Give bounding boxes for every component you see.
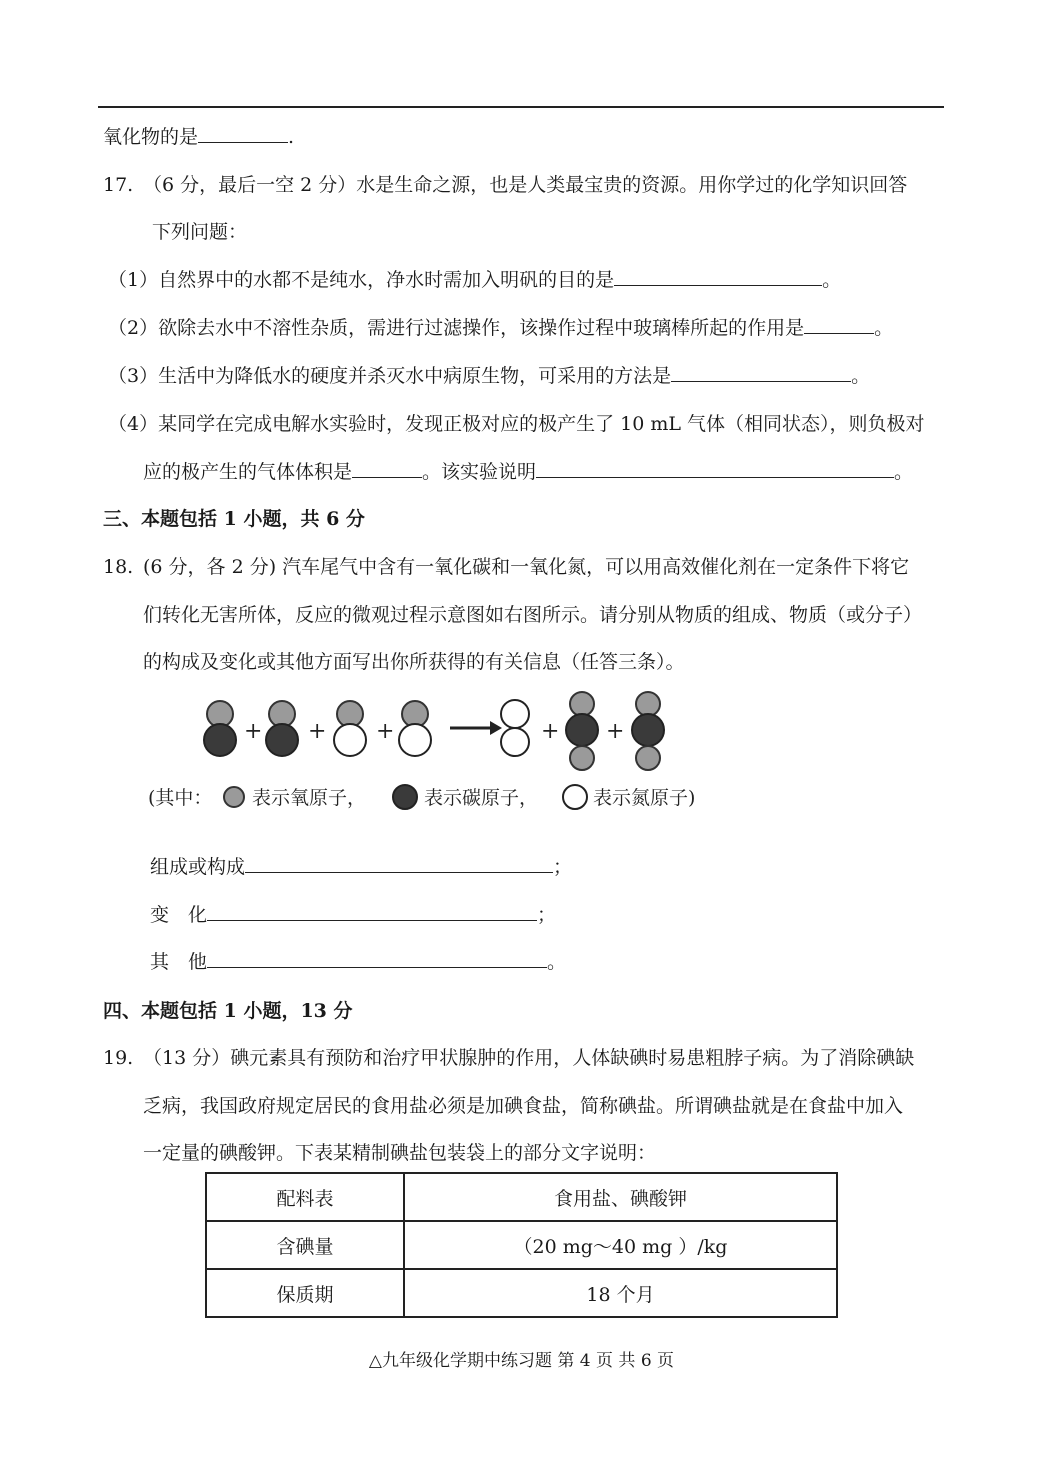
plus-sign: + [541, 719, 560, 744]
answer-line-change: 变 化 ； [150, 900, 556, 927]
answer-blank[interactable] [198, 122, 288, 143]
answer-blank[interactable] [352, 457, 422, 478]
no-molecule-icon [399, 701, 431, 756]
plus-sign: + [376, 719, 395, 744]
q17-part4-cont: 应的极产生的气体体积是 。该实验说明 。 [143, 457, 913, 484]
answer-blank[interactable] [245, 852, 553, 873]
table-cell-value: 食用盐、碘酸钾 [404, 1173, 837, 1221]
legend-carbon: 表示碳原子， [424, 787, 539, 809]
answer-line-other: 其 他 。 [150, 947, 566, 974]
table-cell-value: （20 mg～40 mg ）/kg [404, 1221, 837, 1269]
header-rule [98, 106, 944, 108]
co2-molecule-icon [566, 692, 598, 770]
q18-stem: 18. (6 分，各 2 分) 汽车尾气中含有一氧化碳和一氧化氮，可以用高效催化剂在一定条件下将它 [103, 556, 910, 578]
q19-stem-2: 乏病，我国政府规定居民的食用盐必须是加碘食盐，简称碘盐。所谓碘盐就是在食盐中加入 [143, 1095, 904, 1117]
co-molecule-icon [204, 701, 236, 756]
co-molecule-icon [266, 701, 298, 756]
q18-stem-2: 们转化无害所体，反应的微观过程示意图如右图所示。请分别从物质的组成、物质（或分子） [143, 604, 923, 626]
co2-molecule-icon [632, 692, 664, 770]
table-cell-label: 含碘量 [206, 1221, 404, 1269]
section-3-heading: 三、本题包括 1 小题，共 6 分 [103, 508, 365, 530]
answer-blank[interactable] [207, 900, 537, 921]
legend-oxygen: 表示氧原子， [252, 787, 367, 809]
reaction-diagram [140, 688, 740, 823]
iodized-salt-table [205, 1172, 838, 1318]
q17-part1: （1）自然界中的水都不是纯水，净水时需加入明矾的目的是 。 [108, 265, 841, 292]
no-molecule-icon [334, 701, 366, 756]
q19-stem: 19. （13 分）碘元素具有预防和治疗甲状腺肿的作用，人体缺碘时易患粗脖子病。为了消除碘缺 [103, 1047, 915, 1069]
answer-blank[interactable] [614, 265, 822, 286]
table-row [206, 1221, 837, 1269]
reaction-arrow-icon [450, 721, 502, 735]
table-cell-label: 保质期 [206, 1269, 404, 1317]
plus-sign: + [606, 719, 625, 744]
answer-line-composition: 组成或构成 ； [150, 852, 572, 879]
legend-nitrogen: 表示氮原子) [593, 787, 696, 809]
continued-line: 氧化物的是 . [103, 122, 294, 149]
q18-stem-3: 的构成及变化或其他方面写出你所获得的有关信息（任答三条）。 [143, 651, 685, 673]
page-footer: △九年级化学期中练习题 第 4 页 共 6 页 [368, 1351, 675, 1371]
answer-blank[interactable] [536, 457, 894, 478]
plus-sign: + [308, 719, 327, 744]
q17-part3: （3）生活中为降低水的硬度并杀灭水中病原生物，可采用的方法是 。 [108, 361, 870, 388]
table-cell-label: 配料表 [206, 1173, 404, 1221]
q17-stem-2: 下列问题： [152, 221, 248, 243]
oxygen-atom-icon [224, 787, 244, 807]
q17-part2: （2）欲除去水中不溶性杂质，需进行过滤操作，该操作过程中玻璃棒所起的作用是 。 [108, 313, 893, 340]
table-row [206, 1173, 837, 1221]
section-4-heading: 四、本题包括 1 小题，13 分 [103, 1000, 353, 1022]
q19-stem-3: 一定量的碘酸钾。下表某精制碘盐包装袋上的部分文字说明： [143, 1142, 657, 1164]
q17-stem: 17. （6 分，最后一空 2 分）水是生命之源，也是人类最宝贵的资源。用你学过的化学知识回答 [103, 174, 908, 196]
nitrogen-atom-icon [563, 785, 587, 809]
plus-sign: + [244, 719, 263, 744]
carbon-atom-icon [393, 785, 417, 809]
legend-prefix: (其中： [148, 787, 213, 809]
answer-blank[interactable] [804, 313, 874, 334]
answer-blank[interactable] [671, 361, 851, 382]
n2-molecule-icon [501, 700, 529, 756]
answer-blank[interactable] [207, 947, 547, 968]
table-cell-value: 18 个月 [404, 1269, 837, 1317]
q17-part4: （4）某同学在完成电解水实验时，发现正极对应的极产生了 10 mL 气体（相同状态），则负极对 [108, 413, 925, 435]
table-row [206, 1269, 837, 1317]
